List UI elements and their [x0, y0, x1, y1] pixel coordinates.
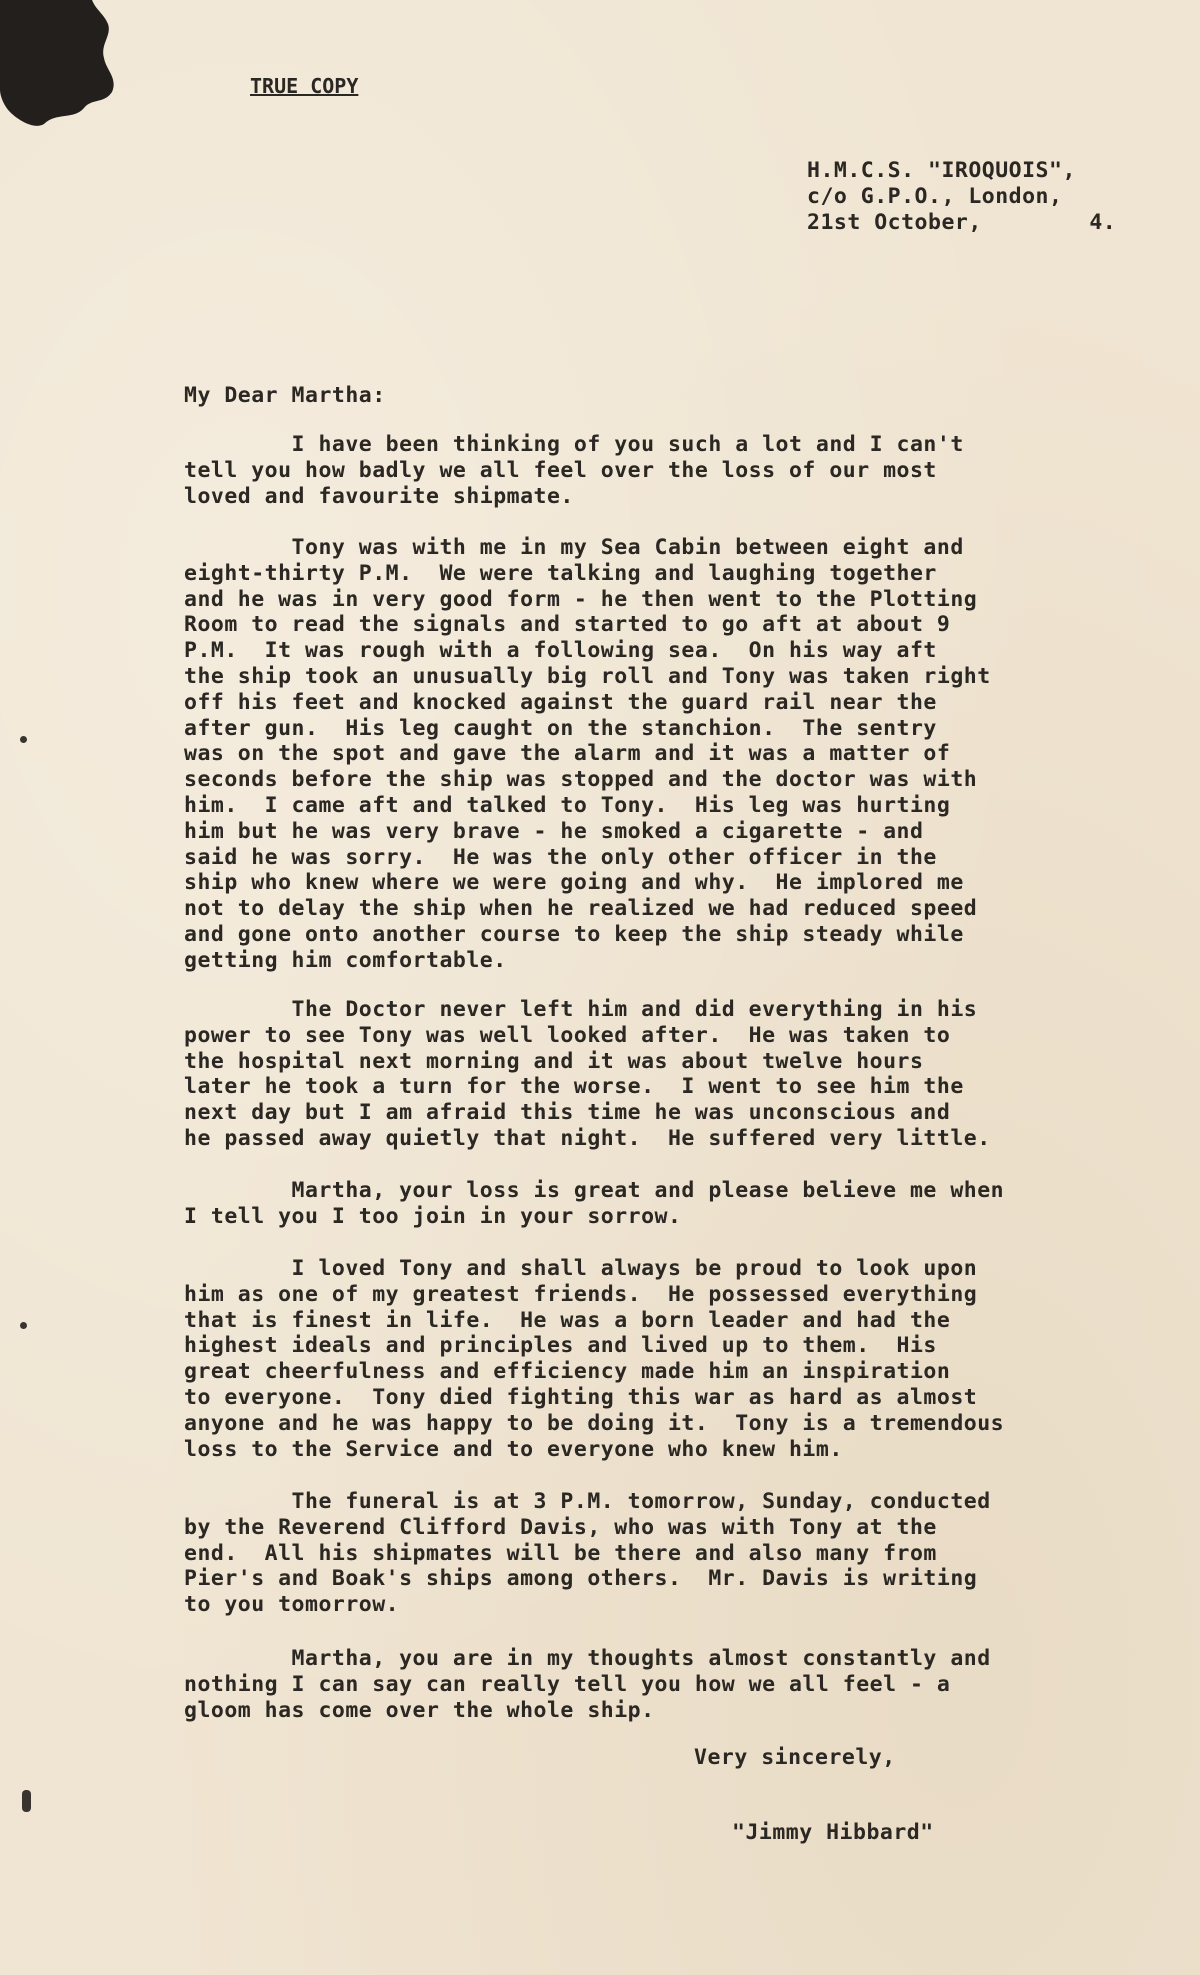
body-line: eight-thirty P.M. We were talking and laughing together	[184, 560, 937, 586]
body-line: was on the spot and gave the alarm and it was a matter of	[184, 741, 951, 767]
closing: Very sincerely,	[694, 1745, 896, 1770]
body-line: Martha, you are in my thoughts almost constantly and	[184, 1646, 991, 1671]
body-line: said he was sorry. He was the only other officer in the	[184, 844, 937, 870]
body-line: nothing I can say can really tell you how we all feel - a	[184, 1671, 951, 1697]
body-line: tell you how badly we all feel over the loss of our most	[184, 457, 937, 483]
torn-corner-mark	[0, 0, 130, 130]
signature: "Jimmy Hibbard"	[732, 1820, 934, 1845]
body-line: getting him comfortable.	[184, 947, 507, 973]
punch-mark	[22, 1790, 31, 1812]
address-line: H.M.C.S. "IROQUOIS",	[807, 158, 1076, 183]
salutation: My Dear Martha:	[184, 383, 386, 408]
body-line: anyone and he was happy to be doing it. Tony is a tremendous	[184, 1410, 1005, 1436]
body-line: The Doctor never left him and did everything in his	[184, 997, 978, 1022]
true-copy-label: TRUE COPY	[250, 74, 359, 98]
body-line: off his feet and knocked against the guard rail near the	[184, 689, 937, 715]
body-line: end. All his shipmates will be there and also many from	[184, 1540, 937, 1566]
body-line: Pier's and Boak's ships among others. Mr. Davis is writing	[184, 1566, 978, 1592]
body-line: I tell you I too join in your sorrow.	[184, 1203, 682, 1229]
body-line: after gun. His leg caught on the stanchion. The sentry	[184, 715, 937, 741]
body-line: to you tomorrow.	[184, 1592, 400, 1618]
body-line: by the Reverend Clifford Davis, who was with Tony at the	[184, 1514, 937, 1540]
body-line: power to see Tony was well looked after. He was taken to	[184, 1022, 951, 1048]
body-line: The funeral is at 3 P.M. tomorrow, Sunday, conducted	[184, 1489, 991, 1514]
body-line: loved and favourite shipmate.	[184, 483, 574, 509]
body-line: I loved Tony and shall always be proud to look upon	[184, 1256, 978, 1281]
body-line: highest ideals and principles and lived up to them. His	[184, 1333, 937, 1359]
body-line: the ship took an unusually big roll and Tony was taken right	[184, 664, 991, 689]
body-line: and he was in very good form - he then went to the Plotting	[184, 586, 978, 612]
body-line: later he took a turn for the worse. I went to see him the	[184, 1074, 964, 1100]
body-line: him. I came aft and talked to Tony. His leg was hurting	[184, 793, 951, 818]
body-line: ship who knew where we were going and why. He implored me	[184, 870, 964, 896]
body-line: Tony was with me in my Sea Cabin between eight and	[184, 535, 964, 560]
body-line: not to delay the ship when he realized we had reduced speed	[184, 896, 978, 922]
body-line: great cheerfulness and efficiency made him an inspiration	[184, 1359, 951, 1385]
body-line: loss to the Service and to everyone who knew him.	[184, 1436, 843, 1462]
body-line: gloom has come over the whole ship.	[184, 1697, 655, 1723]
body-line: he passed away quietly that night. He suffered very little.	[184, 1126, 991, 1151]
body-line: seconds before the ship was stopped and the doctor was with	[184, 767, 978, 793]
body-line: him but he was very brave - he smoked a cigarette - and	[184, 818, 924, 844]
body-line: P.M. It was rough with a following sea. On his way aft	[184, 638, 937, 664]
body-line: Room to read the signals and started to go aft at about 9	[184, 612, 951, 638]
body-line: I have been thinking of you such a lot and I can't	[184, 432, 964, 457]
body-line: the hospital next morning and it was about twelve hours	[184, 1048, 924, 1074]
body-line: Martha, your loss is great and please believe me when	[184, 1178, 1005, 1203]
body-line: next day but I am afraid this time he was unconscious and	[184, 1100, 951, 1126]
body-line: and gone onto another course to keep the ship steady while	[184, 922, 964, 947]
body-line: to everyone. Tony died fighting this war as hard as almost	[184, 1385, 978, 1410]
body-line: him as one of my greatest friends. He possessed everything	[184, 1281, 978, 1307]
address-line: c/o G.P.O., London,	[807, 184, 1063, 209]
punch-mark	[20, 1322, 27, 1329]
punch-mark	[20, 736, 27, 743]
address-line: 21st October, 4.	[807, 210, 1117, 235]
body-line: that is finest in life. He was a born leader and had the	[184, 1307, 951, 1333]
